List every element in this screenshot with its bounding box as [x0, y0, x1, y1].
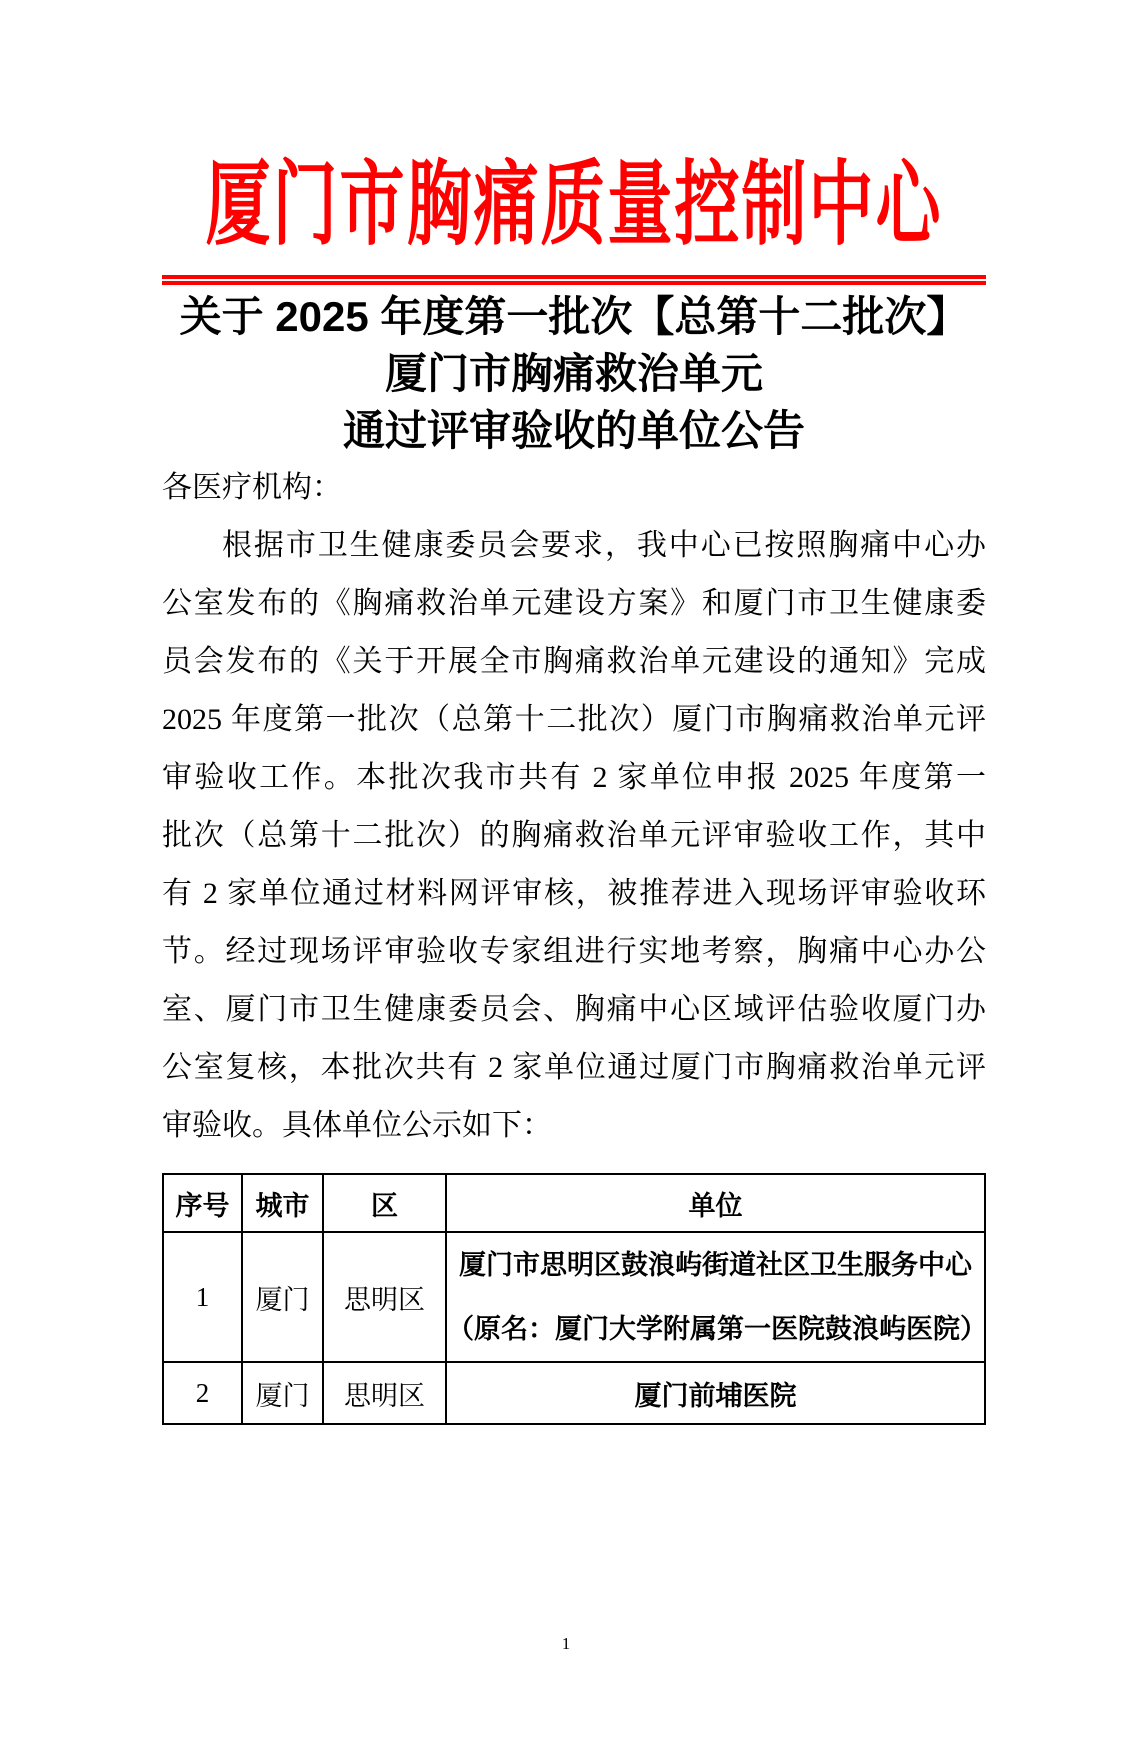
units-table: [162, 1173, 986, 1425]
header-cell-district: 区: [323, 1174, 446, 1232]
body-line: 2025 年度第一批次（总第十二批次）厦门市胸痛救治单元评: [162, 703, 986, 736]
body-line: 有 2 家单位通过材料网评审核，被推荐进入现场评审验收环: [162, 877, 986, 910]
letterhead-rule-thin-line: [162, 281, 986, 285]
body-line: 公室复核，本批次共有 2 家单位通过厦门市胸痛救治单元评: [162, 1051, 986, 1084]
cell-row2-district: 思明区: [323, 1362, 446, 1424]
body-line: 员会发布的《关于开展全市胸痛救治单元建设的通知》完成: [162, 645, 986, 678]
body-line: 批次（总第十二批次）的胸痛救治单元评审验收工作，其中: [162, 819, 986, 852]
announcement-title-line-3: 通过评审验收的单位公告: [342, 407, 805, 454]
table-row: [163, 1232, 985, 1362]
table-row: [163, 1362, 985, 1424]
cell-row2-index: 2: [163, 1362, 242, 1424]
units-table-header-row: [163, 1174, 985, 1232]
document-page: [0, 156, 1132, 1756]
announcement-title-line-1: 关于 2025 年度第一批次【总第十二批次】: [179, 293, 969, 340]
body-line: 审验收。具体单位公示如下：: [162, 1109, 552, 1142]
cell-row1-unit: [446, 1232, 985, 1362]
cell-row2-unit: 厦门前埔医院: [446, 1362, 985, 1424]
cell-row1-unit-line-2: （原名：厦门大学附属第一医院鼓浪屿医院）: [447, 1314, 987, 1344]
body-line: 根据市卫生健康委员会要求，我中心已按照胸痛中心办: [222, 529, 986, 562]
header-cell-index: 序号: [163, 1174, 242, 1232]
body-line: 室、厦门市卫生健康委员会、胸痛中心区域评估验收厦门办: [162, 993, 986, 1026]
cell-row1-unit-line-1: 厦门市思明区鼓浪屿街道社区卫生服务中心: [459, 1250, 972, 1280]
content-column: [162, 156, 986, 1425]
page-number: 1: [561, 1634, 571, 1653]
salutation: 各医疗机构：: [162, 471, 342, 504]
header-cell-unit: 单位: [446, 1174, 985, 1232]
body-paragraph: [162, 517, 986, 1155]
letterhead-title: [162, 156, 986, 256]
header-cell-city: 城市: [242, 1174, 323, 1232]
body-line: 节。经过现场评审验收专家组进行实地考察，胸痛中心办公: [162, 935, 986, 968]
letterhead-title-text: 厦门市胸痛质量控制中心: [205, 154, 943, 258]
cell-row1-district: 思明区: [323, 1232, 446, 1362]
cell-row1-city: 厦门: [242, 1232, 323, 1362]
cell-row2-city: 厦门: [242, 1362, 323, 1424]
announcement-title-line-2: 厦门市胸痛救治单元: [384, 350, 763, 397]
cell-row1-index: 1: [163, 1232, 242, 1362]
body-line: 公室发布的《胸痛救治单元建设方案》和厦门市卫生健康委: [162, 587, 986, 620]
body-line: 审验收工作。本批次我市共有 2 家单位申报 2025 年度第一: [162, 761, 986, 794]
announcement-title: [162, 288, 986, 459]
